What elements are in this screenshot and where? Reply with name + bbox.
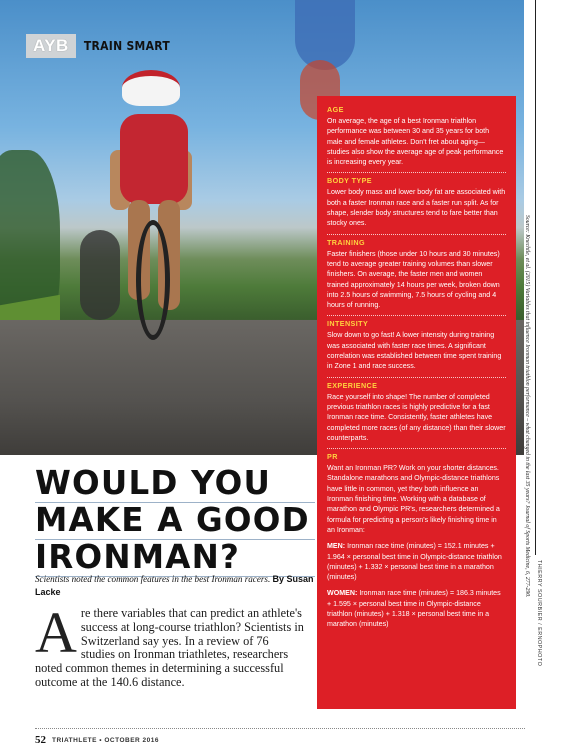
headline-line: MAKE A GOOD [35, 503, 315, 540]
photo-rider-background [295, 0, 355, 70]
cyclist-torso [120, 114, 188, 204]
page-number: 52 [35, 734, 46, 746]
sidebar-heading: AGE [327, 105, 344, 114]
section-name: TRAIN SMART [83, 39, 171, 53]
page-footer [35, 728, 525, 746]
publication-info: TRIATHLETE • OCTOBER 2016 [52, 736, 159, 744]
sidebar-text: Faster finishers (those under 10 hours and 30 minutes) tend to average greater training volumes than slower finishers. On average, the faster men and women trained approximately 14 hours per week, broken down into 2.5 hours of swimming, 7.5 hours of cycling and 4 hours of running. [327, 249, 500, 310]
article-headline [35, 466, 315, 577]
bike-wheel [136, 220, 170, 340]
cyclist-helmet [122, 70, 180, 106]
drop-cap: A [35, 600, 77, 665]
section-logo: AYB [26, 34, 76, 58]
formula-men [327, 541, 506, 582]
sidebar-heading: INTENSITY [327, 319, 369, 329]
article-deck [35, 573, 315, 598]
sidebar-heading: EXPERIENCE [327, 380, 378, 390]
sidebar-heading: PR [327, 452, 338, 462]
article-body [35, 600, 305, 690]
formula-men-text: Ironman race time (minutes) = 152.1 minutes + 1.964 × personal best time in Olympic-distance triathlon (minutes) + 1.332 × personal best time in a marathon (minutes) [327, 542, 502, 582]
body-text: re there variables that can predict an athlete's success at long-course triathlon? Scientists in Switzerland say yes. In a review of 76 studies on Ironman triathletes, researchers noted common themes in determining a successful outcome at the 140.6 distance. [35, 606, 304, 689]
headline-line: IRONMAN? [35, 540, 315, 577]
sidebar-heading: BODY TYPE [327, 176, 373, 186]
source-credit: Source: Knechtle, et al. (2015) Variables that influence Ironman triathlon performance – what changed in the last 35 years? Journal of Sports Medicine, 6, 277-290. [524, 215, 530, 598]
sidebar-section-age [327, 102, 506, 173]
sidebar-text: Want an Ironman PR? Work on your shorter distances. Standalone marathons and Olympic-distance triathlons have little in common, yet they both influence an Ironman finishing time. Working with a database of marathon and Olympic PR's, researchers determined a formula for predicting a person's likely finishing time in an Ironman: [327, 464, 500, 534]
sidebar-section-training [327, 235, 506, 317]
section-tag [26, 34, 170, 58]
sidebar-heading: TRAINING [327, 237, 365, 247]
formula-women-text: Ironman race time (minutes) = 186.3 minutes + 1.595 × personal best time in Olympic-distance triathlon (minutes) + 1.318 × personal best time in a marathon (minutes) [327, 589, 501, 629]
sidebar-panel [317, 96, 516, 709]
formula-women [327, 588, 506, 629]
formula-women-label: WOMEN: [327, 589, 358, 598]
headline-line: WOULD YOU [35, 466, 315, 503]
sidebar-text: Lower body mass and lower body fat are associated with both a faster Ironman race and a faster run split. As for shape, slender body structures tend to fare better than stocky ones. [327, 188, 506, 228]
sidebar-text: On average, the age of a best Ironman triathlon performance was between 30 and 35 years for both male and female athletes. Don't fret about aging—studies also show the average age of peak performance is increasing every year. [327, 117, 504, 167]
byline: By Susan Lacke [35, 574, 314, 597]
photo-credit: THIERRY SOURBIER / ERNOPHOTO [536, 560, 542, 667]
deck-text: Scientists noted the common features in the best Ironman racers. [35, 574, 271, 584]
sidebar-text: Slow down to go fast! A lower intensity during training was associated with faster race times. A significant correlation was established between time spent training in Zone 1 and race success. [327, 331, 502, 371]
photo-cyclist [100, 70, 210, 340]
sidebar-section-pr [327, 449, 506, 634]
sidebar-section-body-type [327, 173, 506, 234]
formula-men-label: MEN: [327, 542, 346, 551]
sidebar-text: Race yourself into shape! The number of completed previous triathlon races is highly predictive for a fast Ironman race time. Consistently, faster athletes have completed more races (of any distance) than their slower counterparts. [327, 392, 506, 442]
vertical-rule [535, 0, 536, 555]
sidebar-section-intensity [327, 316, 506, 377]
sidebar-section-experience [327, 378, 506, 449]
